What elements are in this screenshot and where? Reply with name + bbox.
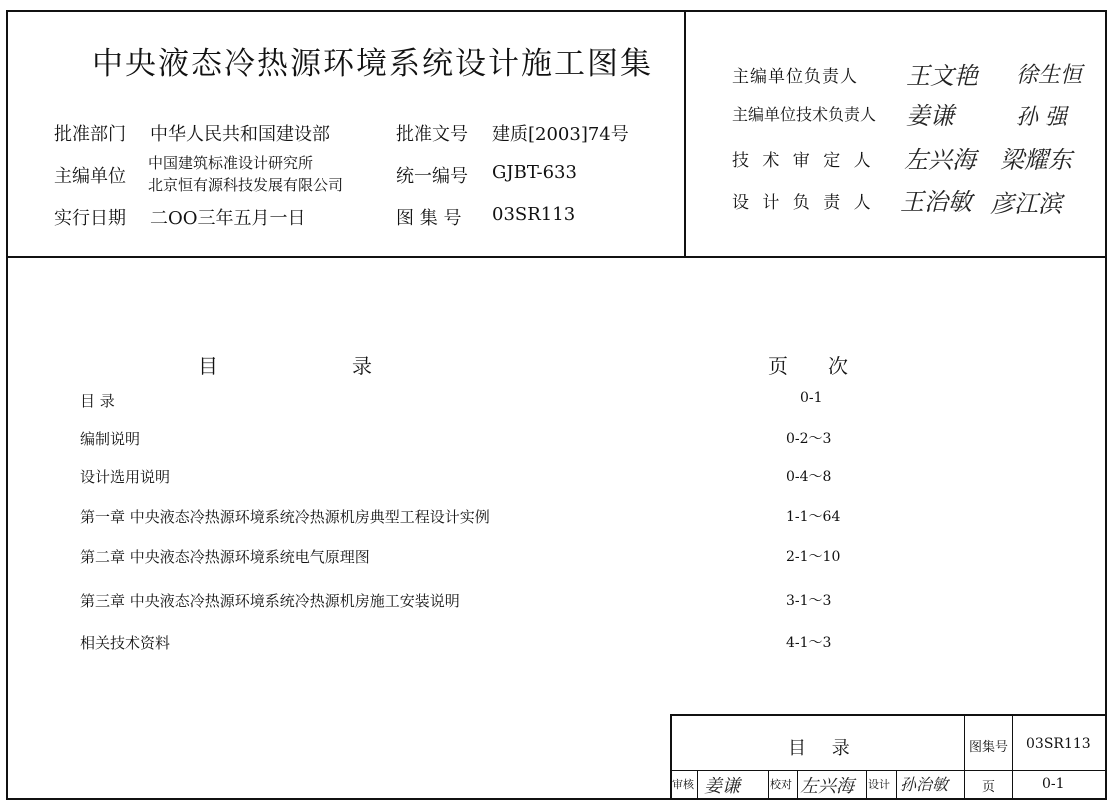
title-block-divider-1 (964, 714, 965, 800)
title-block-cell-divider-c (797, 770, 798, 800)
toc-entry-title[interactable]: 目 录 (80, 392, 115, 410)
toc-entry-title[interactable]: 第二章 中央液态冷热源环境系统电气原理图 (80, 548, 370, 566)
toc-entry-title[interactable]: 设计选用说明 (80, 468, 171, 486)
approval-dept-value: 中华人民共和国建设部 (150, 124, 330, 145)
signature-reviewer-2: 梁耀东 (1000, 146, 1072, 174)
toc-entry-title[interactable]: 相关技术资料 (80, 634, 171, 652)
signature-review: 姜谦 (704, 776, 740, 797)
toc-entry-page: 0-2～3 (786, 431, 832, 447)
signature-chief-head-2: 徐生恒 (1016, 63, 1083, 88)
effective-date-label: 实行日期 (54, 208, 126, 229)
toc-heading-left: 目 (198, 354, 218, 378)
sheet-title: 目 录 (788, 738, 860, 759)
signature-design-head-1: 王治敏 (900, 188, 972, 216)
effective-date-value: 二OO三年五月一日 (150, 208, 306, 229)
atlas-no-value-small: 03SR113 (1026, 736, 1091, 752)
toc-entry-page: 2-1～10 (786, 549, 841, 565)
approval-dept-label: 批准部门 (54, 124, 126, 145)
design-head-label: 设 计 负 责 人 (732, 193, 875, 213)
header-vertical-divider (684, 10, 686, 257)
design-label: 设计 (868, 778, 890, 791)
title-block-row-divider (670, 770, 1107, 771)
unified-no-value: GJBT-633 (492, 162, 577, 183)
unified-no-label: 统一编号 (396, 166, 468, 187)
atlas-no-label: 图 集 号 (396, 208, 462, 229)
chief-unit-head-label: 主编单位负责人 (732, 67, 858, 87)
signature-tech-head-1: 姜谦 (906, 102, 954, 130)
title-block-divider-2 (1012, 714, 1013, 800)
toc-entry-page: 0-1 (800, 390, 823, 406)
title-block-cell-divider-d (866, 770, 867, 800)
signature-design-head-2: 彦江滨 (990, 190, 1062, 218)
atlas-title: 中央液态冷热源环境系统设计施工图集 (92, 46, 653, 82)
chief-tech-head-label: 主编单位技术负责人 (732, 105, 877, 124)
toc-heading-right: 录 (352, 354, 372, 378)
review-label: 审核 (672, 778, 694, 791)
signature-reviewer-1: 左兴海 (904, 146, 976, 174)
signature-chief-head-1: 王文艳 (906, 62, 978, 90)
toc-entry-page: 3-1～3 (786, 593, 832, 609)
approval-doc-value: 建质[2003]74号 (492, 124, 629, 145)
chief-unit-line1: 中国建筑标准设计研究所 (148, 154, 314, 172)
page-heading-right: 次 (828, 354, 848, 378)
title-block-cell-divider-e (896, 770, 897, 800)
tech-reviewer-label: 技 术 审 定 人 (732, 151, 875, 171)
toc-entry-page: 4-1～3 (786, 635, 832, 651)
title-block-cell-divider-a (697, 770, 698, 800)
page-heading-left: 页 (768, 354, 788, 378)
approval-doc-label: 批准文号 (396, 124, 468, 145)
toc-entry-title[interactable]: 第一章 中央液态冷热源环境系统冷热源机房典型工程设计实例 (80, 508, 490, 526)
page-label: 页 (982, 780, 996, 795)
title-block-cell-divider-b (768, 770, 769, 800)
page-number: 0-1 (1042, 776, 1065, 792)
check-label: 校对 (770, 778, 792, 791)
toc-entry-page: 0-4～8 (786, 469, 832, 485)
atlas-no-label-small: 图集号 (969, 740, 1009, 755)
signature-tech-head-2: 孙 强 (1016, 105, 1067, 130)
toc-entry-title[interactable]: 第三章 中央液态冷热源环境系统冷热源机房施工安装说明 (80, 592, 460, 610)
chief-unit-label: 主编单位 (54, 166, 126, 187)
signature-check: 左兴海 (800, 776, 854, 797)
title-block-top-border (670, 714, 1107, 716)
toc-entry-page: 1-1～64 (786, 509, 841, 525)
chief-unit-line2: 北京恒有源科技发展有限公司 (148, 176, 344, 194)
toc-entry-title[interactable]: 编制说明 (80, 430, 141, 448)
atlas-no-value: 03SR113 (492, 204, 576, 225)
signature-design: 孙治敏 (900, 775, 949, 794)
header-divider (6, 256, 1107, 258)
